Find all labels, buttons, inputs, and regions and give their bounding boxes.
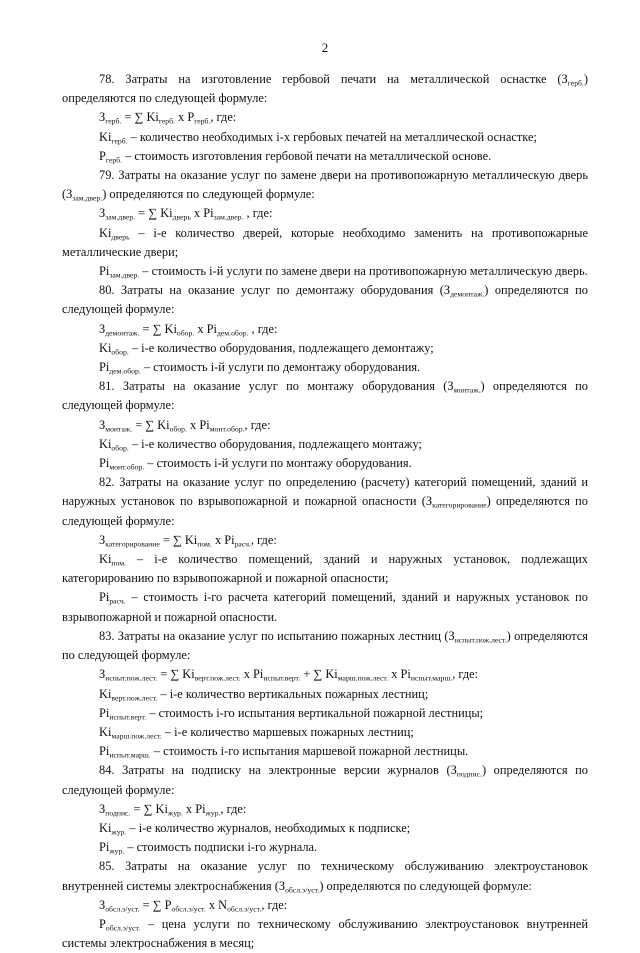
- definition-79-k: $Ki_{дверь} - i-е$ количество дверей, которые необходимо заменить на противопожарные металлические двери;: [62, 225, 588, 259]
- definition-78-k: $Ki_{герб.}$ – количество необходимых i-х гербовых печатей на металлической оснастке;: [99, 129, 537, 146]
- formula-80: $З_{демонтаж.}$ = ∑ $Ki_{обор.}$ х $Pi_{дем.обор.}$ , где:: [99, 321, 278, 338]
- formula-85: $З_{обсл.э/уст.}$ = ∑ $P_{обсл.э/уст.}$ х $N_{обсл.э/уст.}$, где:: [99, 897, 288, 914]
- definition-81-k: $Ki_{обор.} - i-е$ количество оборудования, подлежащего монтажу;: [99, 436, 422, 453]
- paragraph-80: 80. Затраты на оказание услуг по демонтажу оборудования $(З_{демонтаж.})$ определяются по следующей формуле:: [62, 283, 588, 317]
- definition-78-p: $P_{герб.}$ – стоимость изготовления гербовой печати на металлической основе.: [99, 148, 492, 165]
- definition-84-p: $Pi_{жур.}$ – стоимость подписки i-го журнала.: [99, 840, 318, 856]
- definition-80-k: $Ki_{обор.} - i-е$ количество оборудования, подлежащего демонтажу;: [99, 340, 434, 357]
- definition-83-k-vert: $Ki_{верт.пож.лест.} - i-е$ количество вертикальных пожарных лестниц;: [99, 686, 429, 703]
- paragraph-83: 83. Затраты на оказание услуг по испытанию пожарных лестниц $(З_{испыт.пож.лест.})$ определяются по следующей формуле:: [62, 628, 588, 663]
- definition-81-p: $Pi_{монт.обор.}$ – стоимость i-й услуги по монтажу оборудования.: [99, 456, 412, 472]
- page-number: 2: [321, 40, 329, 55]
- paragraph-81: 81. Затраты на оказание услуг по монтажу оборудования $(З_{монтаж.})$ определяются по следующей формуле:: [62, 379, 588, 413]
- paragraph-82: 82. Затраты на оказание услуг по определению (расчету) категорий помещений, зданий и наружных установок по взрывопожарной и пожарной опасности $(З_{категорирование})$ определяются по следующей формуле:: [62, 475, 588, 528]
- definition-83-p-marsh: $Pi_{испыт.марш.}$ – стоимость i-го испытания маршевой пожарной лестницы.: [99, 744, 469, 760]
- definition-79-p: $Pi_{зам.двер.}$ – стоимость i-й услуги по замене двери на противопожарную металлическую дверь.: [99, 264, 588, 280]
- formula-79: $З_{зам.двер.}$ = ∑ $Ki_{дверь}$ х $Pi_{зам.двер.}$ , где:: [99, 206, 273, 223]
- paragraph-79: 79. Затраты на оказание услуг по замене двери на противопожарную металлическую дверь $(З_{зам.двер.})$ определяются по следующей формуле:: [62, 168, 588, 203]
- definition-83-p-vert: $Pi_{испыт.верт.}$ – стоимость i-го испытания вертикальной пожарной лестницы;: [99, 705, 484, 722]
- definition-83-k-marsh: $Ki_{марш.пож.лест.} - i-е$ количество маршевых пожарных лестниц;: [99, 724, 414, 741]
- definition-82-k: $Ki_{пом.} - i-е$ количество помещений, зданий и наружных установок, подлежащих категорированию по взрывопожарной и пожарной опасности;: [62, 552, 588, 586]
- paragraph-84: 84. Затраты на подписку на электронные версии журналов $(З_{подпис.})$ определяются по следующей формуле:: [62, 763, 588, 797]
- definition-82-p: $Pi_{расч.}$ – стоимость i-го расчета категорий помещений, зданий и наружных установок по взрывопожарной и пожарной опасности.: [62, 590, 588, 624]
- paragraph-85: 85. Затраты на оказание услуг по техническому обслуживанию электроустановок внутренней системы электроснабжения $(З_{обсл.э/уст.})$ определяются по следующей формуле:: [62, 859, 588, 895]
- formula-82: $З_{категорирование}$ = ∑ $Ki_{пом.}$ х $Pi_{расч.}$, где:: [99, 532, 277, 549]
- formula-78: $З_{герб.}$ = ∑ $Ki_{герб.}$ х $P_{герб.}$, где:: [99, 110, 237, 127]
- definition-80-p: $Pi_{дем.обор.}$ – стоимость i-й услуги по демонтажу оборудования.: [99, 360, 421, 376]
- formula-84: $З_{подпис.}$ = ∑ $Ki_{жур.}$ х $Pi_{жур.}$, где:: [99, 801, 247, 818]
- paragraph-78: 78. Затраты на изготовление гербовой печати на металлической оснастке $(З_{герб.})$ определяются по следующей формуле:: [62, 72, 588, 106]
- formula-83: $З_{испыт.пож.лест.}$ = ∑ $Ki_{верт.пож.лест.}$ х $Pi_{испыт.верт.}$ + ∑ $Ki_{марш.пож.лест.}$ х $Pi_{испыт.марш.}$, где:: [99, 667, 479, 683]
- document-body: [62, 70, 588, 953]
- definition-84-k: $Ki_{жур.} - i-е$ количество журналов, необходимых к подписке;: [99, 820, 411, 837]
- formula-81: $З_{монтаж.}$ = ∑ $Ki_{обор.}$ х $Pi_{монт.обор.}$, где:: [99, 417, 271, 434]
- definition-85-p: $P_{обсл.э/уст.}$ – цена услуги по техническому обслуживанию электроустановок внутренней системы электроснабжения в месяц;: [62, 916, 588, 951]
